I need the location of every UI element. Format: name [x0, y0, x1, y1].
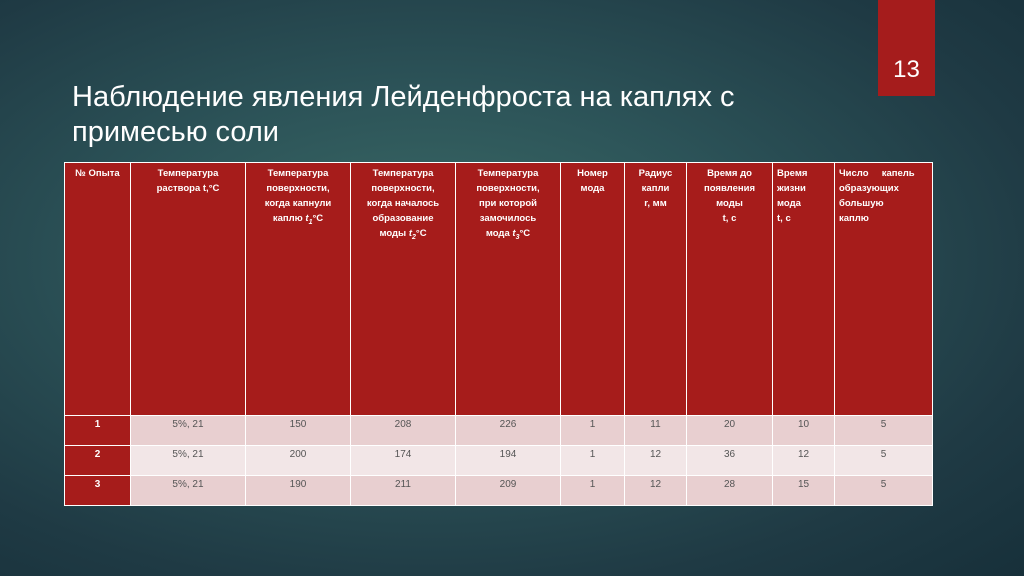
slide-number: 13: [893, 56, 920, 83]
table-cell: 2: [65, 446, 131, 476]
table-cell: 200: [246, 446, 351, 476]
table-cell: 174: [351, 446, 456, 476]
table-cell: 1: [65, 416, 131, 446]
table-cell: 10: [773, 416, 835, 446]
table-cell: 1: [561, 446, 625, 476]
header-drop-count: Число капель образующих большую каплю: [835, 163, 933, 416]
table-cell: 20: [687, 416, 773, 446]
table-cell: 15: [773, 476, 835, 506]
header-experiment-number: № Опыта: [65, 163, 131, 416]
table-cell: 190: [246, 476, 351, 506]
table-header-row: [65, 163, 933, 416]
table-cell: 150: [246, 416, 351, 446]
header-surface-temp-t1: Температура поверхности, когда капнули каплю $t_1^\circ C$: [246, 163, 351, 416]
table-cell: 3: [65, 476, 131, 506]
table-cell: 5%, 21: [131, 476, 246, 506]
slide-title: Наблюдение явления Лейденфроста на каплях с примесью соли: [72, 81, 735, 148]
table-cell: 5%, 21: [131, 416, 246, 446]
table-cell: 12: [625, 476, 687, 506]
table-row: [65, 476, 933, 506]
header-mode-number: Номер мода: [561, 163, 625, 416]
header-drop-radius: Радиус капли r, мм: [625, 163, 687, 416]
table-cell: 12: [625, 446, 687, 476]
table-cell: 209: [456, 476, 561, 506]
table-cell: 226: [456, 416, 561, 446]
table-row: [65, 446, 933, 476]
header-time-to-mode: Время до появления моды t, c: [687, 163, 773, 416]
table-cell: 1: [561, 476, 625, 506]
table-cell: 5: [835, 476, 933, 506]
header-mode-lifetime: Время жизни мода t, c: [773, 163, 835, 416]
data-table: [64, 162, 933, 506]
table-cell: 12: [773, 446, 835, 476]
header-surface-temp-t2: Температура поверхности, когда началось образование моды $t_2^\circ C$: [351, 163, 456, 416]
slide-number-badge: [878, 0, 935, 96]
table-cell: 5: [835, 446, 933, 476]
table-row: [65, 416, 933, 446]
table-cell: 194: [456, 446, 561, 476]
header-solution-temperature: Температура раствора t,°C: [131, 163, 246, 416]
table-cell: 36: [687, 446, 773, 476]
table-cell: 28: [687, 476, 773, 506]
table-cell: 1: [561, 416, 625, 446]
table-cell: 5%, 21: [131, 446, 246, 476]
table-cell: 5: [835, 416, 933, 446]
table-cell: 11: [625, 416, 687, 446]
table-cell: 208: [351, 416, 456, 446]
header-surface-temp-t3: Температура поверхности, при которой замочилось мода $t_3^\circ C$: [456, 163, 561, 416]
table-cell: 211: [351, 476, 456, 506]
